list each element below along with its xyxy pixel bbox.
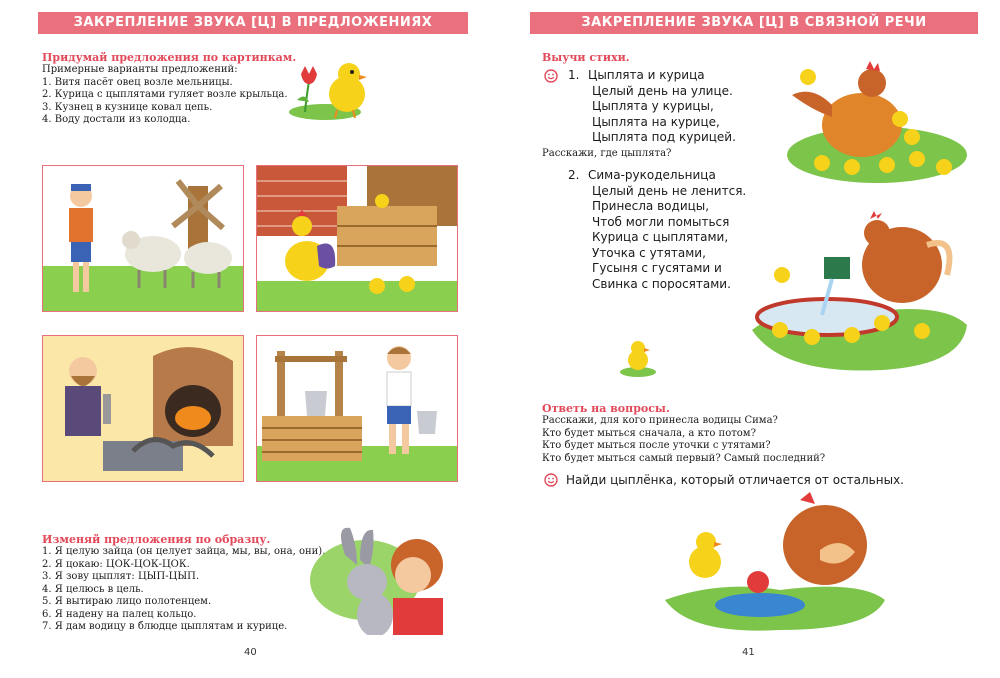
page-number-right: 41 — [742, 647, 755, 658]
poem-number: 1. — [568, 68, 580, 82]
poems-title: Выучи стихи. — [542, 51, 630, 64]
question-item: Кто будет мыться самый первый? Самый последний? — [542, 452, 826, 464]
task2-item: 7. Я дам водицу в блюдце цыплятам и курице. — [42, 621, 288, 632]
poem-line: Цыплята под курицей. — [592, 130, 736, 144]
question-item: Кто будет мыться сначала, а кто потом? — [542, 427, 756, 439]
lone-chick-illustration — [618, 338, 658, 378]
hen-washing-illustration — [742, 205, 972, 380]
task1-intro: Примерные варианты предложений: — [42, 64, 238, 75]
smiley-icon — [544, 69, 558, 83]
hen-drinking-illustration — [660, 490, 890, 640]
questions-list — [542, 415, 825, 465]
poem-line: Свинка с поросятами. — [592, 276, 731, 291]
task1-item: 2. Курица с цыплятами гуляет возле крыльца. — [42, 89, 288, 100]
hen-chicks-illustration — [772, 55, 972, 185]
left-page-header: ЗАКРЕПЛЕНИЕ ЗВУКА [Ц] В ПРЕДЛОЖЕНИЯХ — [38, 12, 468, 34]
task2-item: 6. Я надену на палец кольцо. — [42, 608, 197, 620]
task2-item: 5. Я вытираю лицо полотенцем. — [42, 596, 212, 607]
task2-list — [42, 546, 325, 634]
question-where-chicks: Расскажи, где цыплята? — [542, 148, 672, 159]
poem-line: Цыплята на курице, — [592, 114, 720, 129]
right-page — [500, 0, 1000, 678]
task1-title: Придумай предложения по картинкам. — [42, 51, 297, 64]
task2-item: 4. Я целюсь в цель. — [42, 583, 144, 595]
answer-title: Ответь на вопросы. — [542, 402, 670, 415]
chick-tulip-illustration — [285, 52, 385, 122]
task2-item: 3. Я зову цыплят: ЦЫП-ЦЫП. — [42, 571, 200, 582]
poem-2 — [568, 168, 746, 292]
picture-well — [256, 335, 458, 482]
task1-text — [42, 64, 288, 127]
right-page-header: ЗАКРЕПЛЕНИЕ ЗВУКА [Ц] В СВЯЗНОЙ РЕЧИ — [530, 12, 978, 34]
poem-number: 2. — [568, 168, 580, 182]
picture-hen-porch — [256, 165, 458, 312]
poem-line: Гусыня с гусятами и — [592, 261, 722, 275]
picture-blacksmith — [42, 335, 244, 482]
task2-item: 1. Я целую зайца (он целует зайца, мы, вы, она, они). — [42, 546, 326, 557]
question-item: Кто будет мыться после уточки с утятами? — [542, 440, 771, 451]
task2-item: 2. Я цокаю: ЦОК-ЦОК-ЦОК. — [42, 558, 190, 570]
poem-line: Курица с цыплятами, — [592, 230, 729, 244]
task2-title: Изменяй предложения по образцу. — [42, 533, 271, 546]
poem-line: Цыплята у курицы, — [592, 99, 714, 113]
poem-line: Целый день на улице. — [592, 83, 733, 98]
smiley-icon — [544, 473, 558, 487]
picture-shepherd-sheep — [42, 165, 244, 312]
task1-item: 3. Кузнец в кузнице ковал цепь. — [42, 101, 213, 113]
poem-line: Чтоб могли помыться — [592, 214, 730, 229]
page-number-left: 40 — [244, 647, 257, 658]
poem-line: Сима-рукодельница — [588, 168, 716, 182]
girl-bunny-illustration — [305, 520, 455, 635]
question-item: Расскажи, для кого принесла водицы Сима? — [542, 415, 778, 426]
poem-line: Цыплята и курица — [588, 68, 705, 82]
poem-line: Принесла водицы, — [592, 199, 710, 213]
poem-line: Уточка с утятами, — [592, 245, 706, 260]
find-chick-task: Найди цыплёнка, который отличается от остальных. — [566, 473, 904, 487]
poem-1 — [568, 68, 736, 146]
poem-line: Целый день не ленится. — [592, 183, 747, 198]
task1-item: 1. Витя пасёт овец возле мельницы. — [42, 76, 233, 88]
task1-item: 4. Воду достали из колодца. — [42, 114, 191, 125]
